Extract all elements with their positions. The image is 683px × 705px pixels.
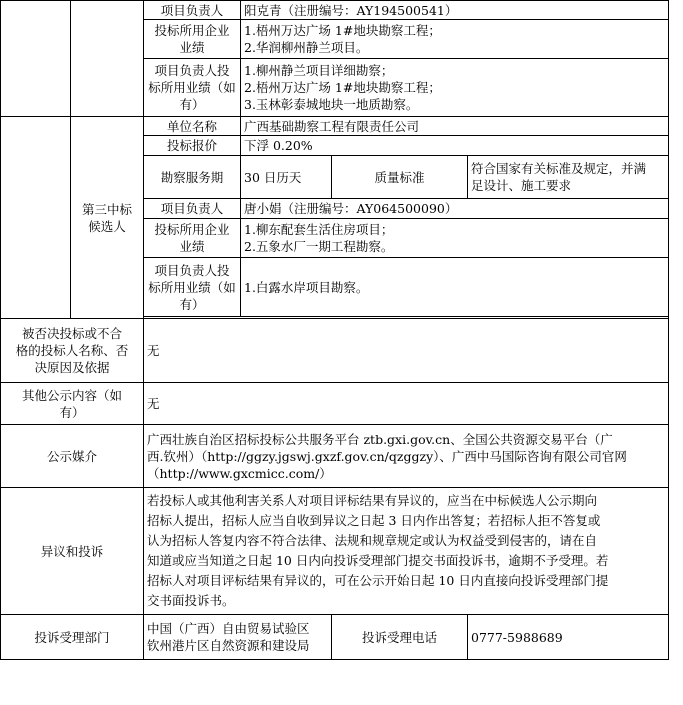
complaint-phone-value: 0777-5988689 xyxy=(468,615,669,660)
c3-company-perf-value: 1.柳东配套生活住房项目； 2.五象水厂一期工程勘察。 xyxy=(241,219,669,258)
c2-leader-perf-label: 项目负责人投 标所用业绩（如 有） xyxy=(144,59,241,117)
c2-leader-value: 阳克青（注册编号：AY194500541） xyxy=(241,1,669,20)
other-value: 无 xyxy=(144,383,669,425)
rejected-label: 被否决投标或不合 格的投标人名称、否 决原因及依据 xyxy=(1,319,144,383)
c3-company-perf-label: 投标所用企业 业绩 xyxy=(144,219,241,258)
c2-company-perf-value: 1.梧州万达广场 1#地块勘察工程； 2.华润柳州静兰项目。 xyxy=(241,20,669,59)
other-label: 其他公示内容（如 有） xyxy=(1,383,144,425)
c3-leader-perf-value: 1.白露水岸项目勘察。 xyxy=(241,258,669,317)
complaint-row xyxy=(1,615,669,660)
other-row xyxy=(1,383,669,425)
c3-unit-label: 单位名称 xyxy=(144,117,241,136)
c3-price-label: 投标报价 xyxy=(144,136,241,156)
rejected-row xyxy=(1,319,669,383)
left-blank-cell xyxy=(1,1,71,117)
c3-leader-value: 唐小娟（注册编号：AY064500090） xyxy=(241,199,669,219)
c2-leader-perf-value: 1.柳州静兰项目详细勘察； 2.梧州万达广场 1#地块勘察工程； 3.玉林彰泰城地块一地质勘察。 xyxy=(241,59,669,117)
c3-unit-value: 广西基础勘察工程有限责任公司 xyxy=(241,117,669,136)
c3-quality-value: 符合国家有关标准及规定，并满 足设计、施工要求 xyxy=(468,156,669,199)
c2-leader-row xyxy=(1,1,669,20)
media-row xyxy=(1,425,669,488)
c3-period-value: 30 日历天 xyxy=(241,156,332,199)
c3-price-value: 下浮 0.20% xyxy=(241,136,669,156)
c3-leader-perf-label: 项目负责人投 标所用业绩（如 有） xyxy=(144,258,241,317)
c2-company-perf-label: 投标所用企业 业绩 xyxy=(144,20,241,59)
complaint-dept-value: 中国（广西）自由贸易试验区 钦州港片区自然资源和建设局 xyxy=(144,615,332,660)
complaint-phone-label: 投诉受理电话 xyxy=(332,615,468,660)
c3-unit-row xyxy=(1,117,669,136)
c2-leader-label: 项目负责人 xyxy=(144,1,241,20)
left-blank-cell-2 xyxy=(1,117,71,319)
media-value: 广西壮族自治区招标投标公共服务平台 ztb.gxi.gov.cn、全国公共资源交易平台（广 西.钦州）（http://ggzy.jgswj.gxzf.gov.cn/qzggzy）、广西中马国际咨询有限公司官网 （http://www.gxcmicc.com/） xyxy=(144,425,669,488)
c3-quality-label: 质量标准 xyxy=(332,156,468,199)
c3-period-label: 勘察服务期 xyxy=(144,156,241,199)
rejected-value: 无 xyxy=(144,319,669,383)
c3-leader-label: 项目负责人 xyxy=(144,199,241,219)
objection-value: 若投标人或其他利害关系人对项目评标结果有异议的，应当在中标候选人公示期向 招标人提出，招标人应当自收到异议之日起 3 日内作出答复；若招标人拒不答复或 认为招标人答复内容不符合法律、法规和规章规定或认为权益受到侵害的，请在自 知道或应当知道之日起 10 日内向投诉受理部门提交书面投诉书，逾期不予受理。若 招标人对项目评标结果有异议的，可在公示开始日起 10 日内直接向投诉受理部门提 交书面投诉书。 xyxy=(144,488,669,615)
complaint-dept-label: 投诉受理部门 xyxy=(1,615,144,660)
media-label: 公示媒介 xyxy=(1,425,144,488)
c2-title-cell xyxy=(71,1,144,117)
c3-title-cell: 第三中标 候选人 xyxy=(71,117,144,319)
objection-row xyxy=(1,488,669,615)
objection-label: 异议和投诉 xyxy=(1,488,144,615)
